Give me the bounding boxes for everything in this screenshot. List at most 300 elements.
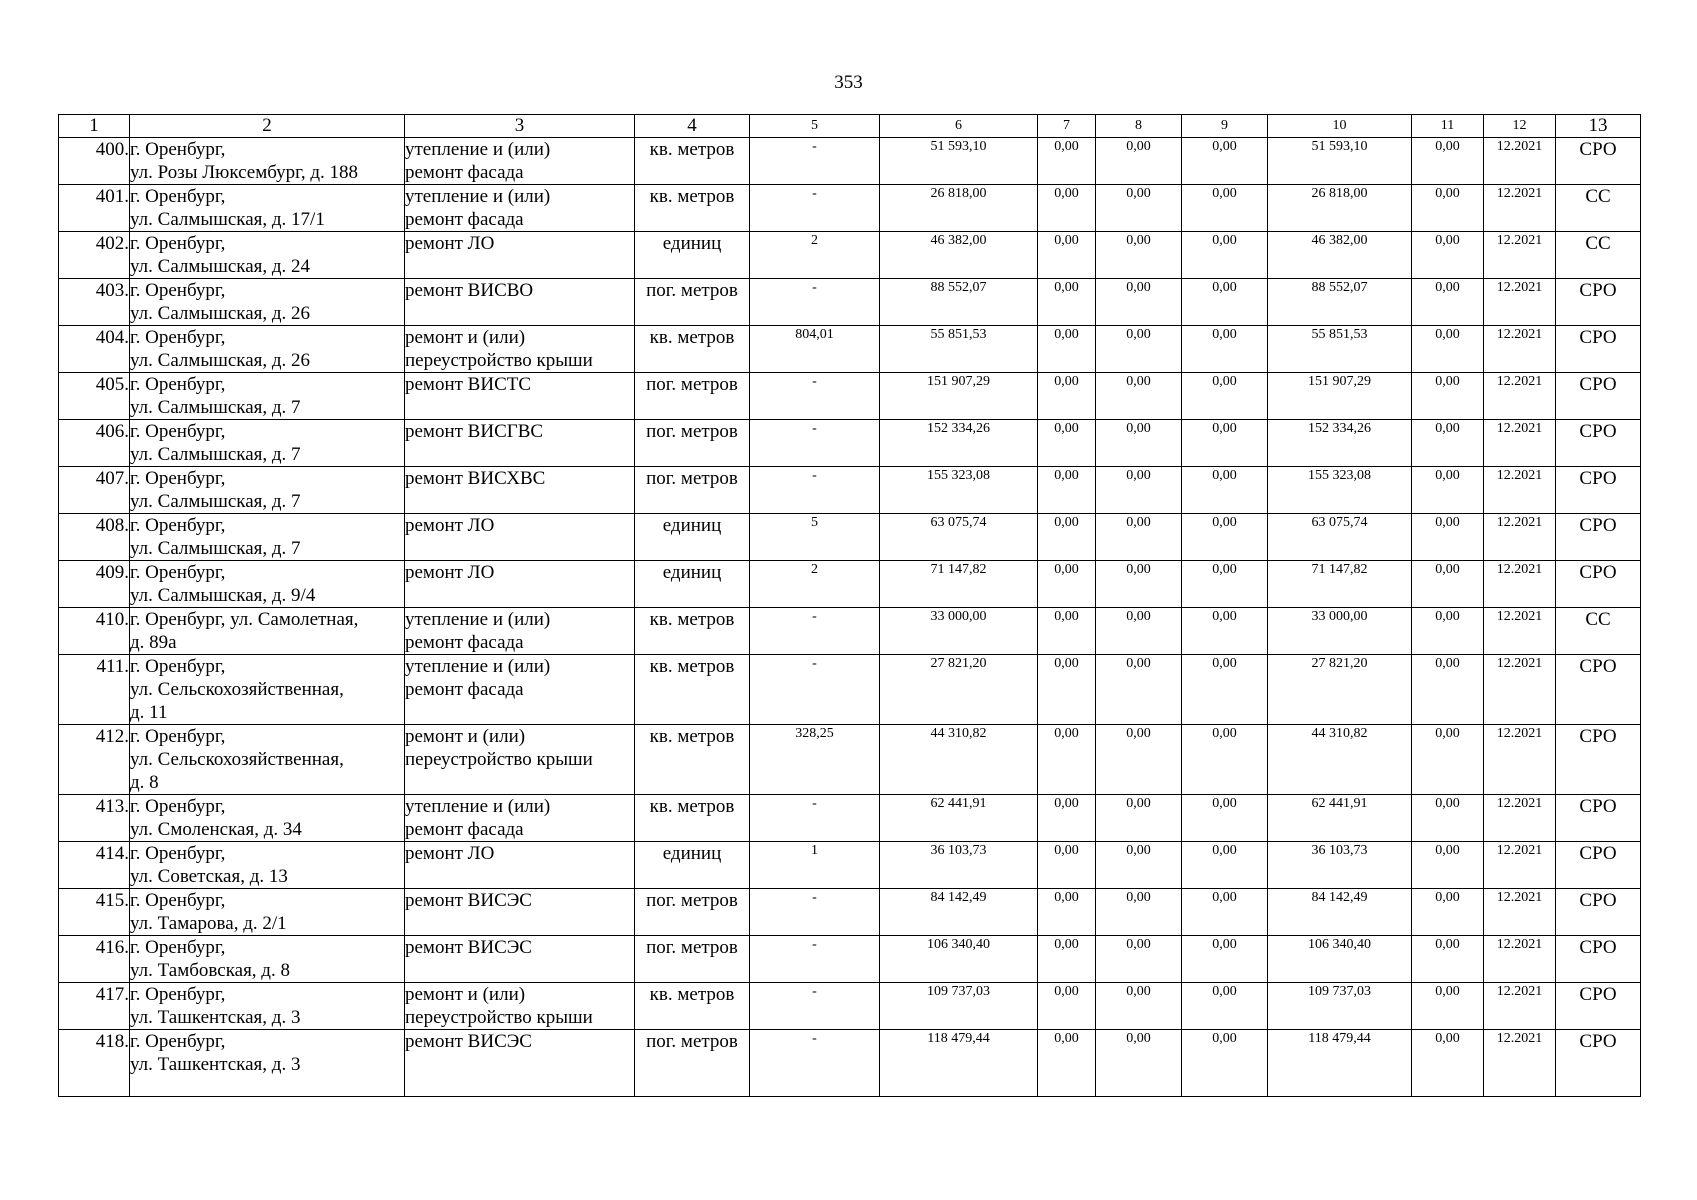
address-line: г. Оренбург,: [130, 1031, 226, 1052]
value-cell-7: 0,00: [1038, 608, 1096, 655]
deadline-cell: 12.2021: [1484, 420, 1556, 467]
value-cell-9: 0,00: [1182, 279, 1268, 326]
value-cell-11: 0,00: [1412, 655, 1484, 725]
deadline-cell: 12.2021: [1484, 655, 1556, 725]
account-type-cell: СРО: [1556, 514, 1641, 561]
quantity-cell: -: [750, 467, 880, 514]
value-cell-8: 0,00: [1096, 420, 1182, 467]
register-body: [59, 138, 1641, 1097]
quantity-cell: -: [750, 420, 880, 467]
row-number: 402.: [59, 232, 130, 279]
account-type-cell: СРО: [1556, 655, 1641, 725]
row-number: 412.: [59, 725, 130, 795]
column-header: 11: [1412, 115, 1484, 138]
quantity-cell: -: [750, 795, 880, 842]
total-cost-cell: 71 147,82: [880, 561, 1038, 608]
quantity-cell: -: [750, 138, 880, 185]
work-type-line: ремонт ВИСЭС: [405, 890, 532, 911]
row-number: 408.: [59, 514, 130, 561]
value-cell-9: 0,00: [1182, 373, 1268, 420]
row-number: 406.: [59, 420, 130, 467]
address-cell: [130, 326, 405, 373]
total-cost-cell: 106 340,40: [880, 936, 1038, 983]
work-type-line: переустройство крыши: [405, 350, 593, 371]
address-cell: [130, 936, 405, 983]
unit-cell: кв. метров: [635, 138, 750, 185]
value-cell-7: 0,00: [1038, 467, 1096, 514]
deadline-cell: 12.2021: [1484, 185, 1556, 232]
account-type-cell: СС: [1556, 608, 1641, 655]
unit-cell: кв. метров: [635, 655, 750, 725]
value-cell-10: 152 334,26: [1268, 420, 1412, 467]
address-line: г. Оренбург,: [130, 726, 226, 747]
value-cell-11: 0,00: [1412, 725, 1484, 795]
address-line: г. Оренбург,: [130, 233, 226, 254]
table-row: [59, 936, 1641, 983]
account-type-cell: СРО: [1556, 1030, 1641, 1097]
table-row: [59, 608, 1641, 655]
table-row: [59, 420, 1641, 467]
value-cell-10: 155 323,08: [1268, 467, 1412, 514]
value-cell-10: 118 479,44: [1268, 1030, 1412, 1097]
value-cell-8: 0,00: [1096, 1030, 1182, 1097]
value-cell-9: 0,00: [1182, 936, 1268, 983]
value-cell-8: 0,00: [1096, 842, 1182, 889]
account-type-cell: СРО: [1556, 842, 1641, 889]
table-row: [59, 795, 1641, 842]
work-type-cell: [405, 608, 635, 655]
unit-cell: пог. метров: [635, 373, 750, 420]
value-cell-8: 0,00: [1096, 467, 1182, 514]
value-cell-7: 0,00: [1038, 842, 1096, 889]
work-type-line: ремонт и (или): [405, 984, 526, 1005]
value-cell-8: 0,00: [1096, 326, 1182, 373]
value-cell-10: 71 147,82: [1268, 561, 1412, 608]
value-cell-11: 0,00: [1412, 561, 1484, 608]
total-cost-cell: 62 441,91: [880, 795, 1038, 842]
unit-cell: кв. метров: [635, 185, 750, 232]
value-cell-11: 0,00: [1412, 420, 1484, 467]
value-cell-9: 0,00: [1182, 842, 1268, 889]
table-row: [59, 185, 1641, 232]
row-number: 409.: [59, 561, 130, 608]
address-line: д. 11: [130, 702, 168, 723]
address-line: ул. Советская, д. 13: [130, 866, 288, 887]
unit-cell: пог. метров: [635, 467, 750, 514]
value-cell-8: 0,00: [1096, 936, 1182, 983]
quantity-cell: -: [750, 936, 880, 983]
account-type-cell: СРО: [1556, 889, 1641, 936]
deadline-cell: 12.2021: [1484, 936, 1556, 983]
total-cost-cell: 27 821,20: [880, 655, 1038, 725]
address-cell: [130, 279, 405, 326]
account-type-cell: СРО: [1556, 138, 1641, 185]
quantity-cell: -: [750, 655, 880, 725]
address-cell: [130, 373, 405, 420]
table-row: [59, 842, 1641, 889]
value-cell-7: 0,00: [1038, 420, 1096, 467]
work-type-cell: [405, 842, 635, 889]
work-type-line: ремонт и (или): [405, 327, 526, 348]
value-cell-9: 0,00: [1182, 725, 1268, 795]
quantity-cell: -: [750, 1030, 880, 1097]
address-cell: [130, 561, 405, 608]
work-type-line: ремонт ВИСГВС: [405, 421, 544, 442]
row-number: 413.: [59, 795, 130, 842]
value-cell-8: 0,00: [1096, 373, 1182, 420]
address-line: д. 89а: [130, 632, 177, 653]
work-type-cell: [405, 514, 635, 561]
total-cost-cell: 33 000,00: [880, 608, 1038, 655]
address-line: г. Оренбург,: [130, 937, 226, 958]
column-header: 9: [1182, 115, 1268, 138]
quantity-cell: 5: [750, 514, 880, 561]
column-header: 12: [1484, 115, 1556, 138]
total-cost-cell: 118 479,44: [880, 1030, 1038, 1097]
value-cell-8: 0,00: [1096, 138, 1182, 185]
address-line: ул. Салмышская, д. 7: [130, 397, 301, 418]
total-cost-cell: 55 851,53: [880, 326, 1038, 373]
address-line: ул. Салмышская, д. 9/4: [130, 585, 316, 606]
column-header: 2: [130, 115, 405, 138]
deadline-cell: 12.2021: [1484, 842, 1556, 889]
account-type-cell: СРО: [1556, 279, 1641, 326]
value-cell-8: 0,00: [1096, 514, 1182, 561]
deadline-cell: 12.2021: [1484, 279, 1556, 326]
account-type-cell: СРО: [1556, 983, 1641, 1030]
value-cell-8: 0,00: [1096, 232, 1182, 279]
work-type-cell: [405, 467, 635, 514]
address-line: г. Оренбург,: [130, 468, 226, 489]
address-line: г. Оренбург,: [130, 890, 226, 911]
value-cell-9: 0,00: [1182, 138, 1268, 185]
work-type-line: утепление и (или): [405, 656, 551, 677]
deadline-cell: 12.2021: [1484, 983, 1556, 1030]
value-cell-11: 0,00: [1412, 373, 1484, 420]
quantity-cell: 328,25: [750, 725, 880, 795]
value-cell-7: 0,00: [1038, 561, 1096, 608]
work-type-line: ремонт фасада: [405, 209, 524, 230]
total-cost-cell: 46 382,00: [880, 232, 1038, 279]
value-cell-11: 0,00: [1412, 232, 1484, 279]
address-line: г. Оренбург,: [130, 280, 226, 301]
value-cell-11: 0,00: [1412, 795, 1484, 842]
address-line: ул. Салмышская, д. 26: [130, 350, 311, 371]
total-cost-cell: 84 142,49: [880, 889, 1038, 936]
value-cell-7: 0,00: [1038, 725, 1096, 795]
column-header: 10: [1268, 115, 1412, 138]
unit-cell: кв. метров: [635, 795, 750, 842]
address-cell: [130, 138, 405, 185]
table-row: [59, 279, 1641, 326]
value-cell-7: 0,00: [1038, 373, 1096, 420]
work-type-line: ремонт ВИСЭС: [405, 1031, 532, 1052]
quantity-cell: -: [750, 889, 880, 936]
value-cell-11: 0,00: [1412, 842, 1484, 889]
account-type-cell: СРО: [1556, 467, 1641, 514]
value-cell-9: 0,00: [1182, 889, 1268, 936]
deadline-cell: 12.2021: [1484, 889, 1556, 936]
address-cell: [130, 725, 405, 795]
value-cell-7: 0,00: [1038, 185, 1096, 232]
work-type-line: переустройство крыши: [405, 749, 593, 770]
address-cell: [130, 232, 405, 279]
table-row: [59, 467, 1641, 514]
column-header: 6: [880, 115, 1038, 138]
work-type-cell: [405, 795, 635, 842]
column-header: 7: [1038, 115, 1096, 138]
unit-cell: кв. метров: [635, 983, 750, 1030]
work-type-line: утепление и (или): [405, 186, 551, 207]
total-cost-cell: 155 323,08: [880, 467, 1038, 514]
column-header: 13: [1556, 115, 1641, 138]
table-row: [59, 232, 1641, 279]
address-line: ул. Тамарова, д. 2/1: [130, 913, 287, 934]
address-line: г. Оренбург,: [130, 139, 226, 160]
address-line: г. Оренбург,: [130, 656, 226, 677]
account-type-cell: СРО: [1556, 373, 1641, 420]
value-cell-8: 0,00: [1096, 795, 1182, 842]
total-cost-cell: 88 552,07: [880, 279, 1038, 326]
unit-cell: единиц: [635, 561, 750, 608]
total-cost-cell: 36 103,73: [880, 842, 1038, 889]
unit-cell: единиц: [635, 232, 750, 279]
quantity-cell: -: [750, 373, 880, 420]
value-cell-7: 0,00: [1038, 795, 1096, 842]
quantity-cell: -: [750, 185, 880, 232]
address-line: ул. Салмышская, д. 7: [130, 491, 301, 512]
table-row: [59, 514, 1641, 561]
value-cell-9: 0,00: [1182, 1030, 1268, 1097]
value-cell-10: 55 851,53: [1268, 326, 1412, 373]
quantity-cell: 2: [750, 561, 880, 608]
quantity-cell: 804,01: [750, 326, 880, 373]
value-cell-9: 0,00: [1182, 561, 1268, 608]
row-number: 407.: [59, 467, 130, 514]
row-number: 417.: [59, 983, 130, 1030]
quantity-cell: 1: [750, 842, 880, 889]
value-cell-10: 84 142,49: [1268, 889, 1412, 936]
work-type-cell: [405, 232, 635, 279]
page-number: 353: [834, 72, 863, 93]
work-type-line: ремонт ЛО: [405, 233, 495, 254]
value-cell-7: 0,00: [1038, 936, 1096, 983]
total-cost-cell: 152 334,26: [880, 420, 1038, 467]
value-cell-8: 0,00: [1096, 561, 1182, 608]
address-cell: [130, 889, 405, 936]
value-cell-9: 0,00: [1182, 608, 1268, 655]
work-type-line: ремонт ВИСХВС: [405, 468, 546, 489]
value-cell-11: 0,00: [1412, 936, 1484, 983]
row-number: 416.: [59, 936, 130, 983]
address-line: ул. Смоленская, д. 34: [130, 819, 302, 840]
deadline-cell: 12.2021: [1484, 608, 1556, 655]
account-type-cell: СРО: [1556, 561, 1641, 608]
work-type-cell: [405, 725, 635, 795]
deadline-cell: 12.2021: [1484, 561, 1556, 608]
unit-cell: пог. метров: [635, 279, 750, 326]
account-type-cell: СРО: [1556, 326, 1641, 373]
work-type-cell: [405, 279, 635, 326]
total-cost-cell: 26 818,00: [880, 185, 1038, 232]
work-type-cell: [405, 138, 635, 185]
column-header: 3: [405, 115, 635, 138]
address-line: г. Оренбург,: [130, 186, 226, 207]
address-line: ул. Розы Люксембург, д. 188: [130, 162, 358, 183]
row-number: 414.: [59, 842, 130, 889]
table-row: [59, 1030, 1641, 1097]
work-type-line: ремонт ВИСТС: [405, 374, 532, 395]
deadline-cell: 12.2021: [1484, 373, 1556, 420]
address-cell: [130, 842, 405, 889]
value-cell-7: 0,00: [1038, 514, 1096, 561]
table-row: [59, 561, 1641, 608]
unit-cell: кв. метров: [635, 608, 750, 655]
row-number: 411.: [59, 655, 130, 725]
work-type-cell: [405, 185, 635, 232]
deadline-cell: 12.2021: [1484, 326, 1556, 373]
value-cell-8: 0,00: [1096, 725, 1182, 795]
value-cell-11: 0,00: [1412, 279, 1484, 326]
address-cell: [130, 983, 405, 1030]
value-cell-8: 0,00: [1096, 279, 1182, 326]
work-type-line: ремонт ЛО: [405, 515, 495, 536]
value-cell-10: 36 103,73: [1268, 842, 1412, 889]
value-cell-10: 27 821,20: [1268, 655, 1412, 725]
value-cell-8: 0,00: [1096, 185, 1182, 232]
work-type-cell: [405, 561, 635, 608]
value-cell-10: 51 593,10: [1268, 138, 1412, 185]
deadline-cell: 12.2021: [1484, 514, 1556, 561]
table-row: [59, 138, 1641, 185]
account-type-cell: СРО: [1556, 936, 1641, 983]
value-cell-9: 0,00: [1182, 655, 1268, 725]
value-cell-10: 33 000,00: [1268, 608, 1412, 655]
unit-cell: кв. метров: [635, 326, 750, 373]
table-row: [59, 725, 1641, 795]
quantity-cell: -: [750, 983, 880, 1030]
deadline-cell: 12.2021: [1484, 467, 1556, 514]
value-cell-11: 0,00: [1412, 889, 1484, 936]
address-line: г. Оренбург,: [130, 327, 226, 348]
address-line: ул. Салмышская, д. 17/1: [130, 209, 325, 230]
row-number: 405.: [59, 373, 130, 420]
address-cell: [130, 655, 405, 725]
value-cell-8: 0,00: [1096, 608, 1182, 655]
address-line: ул. Салмышская, д. 7: [130, 538, 301, 559]
address-line: г. Оренбург,: [130, 374, 226, 395]
row-number: 418.: [59, 1030, 130, 1097]
account-type-cell: СРО: [1556, 795, 1641, 842]
value-cell-11: 0,00: [1412, 983, 1484, 1030]
address-line: г. Оренбург,: [130, 562, 226, 583]
account-type-cell: СС: [1556, 232, 1641, 279]
address-line: ул. Ташкентская, д. 3: [130, 1054, 301, 1075]
value-cell-11: 0,00: [1412, 467, 1484, 514]
total-cost-cell: 109 737,03: [880, 983, 1038, 1030]
unit-cell: пог. метров: [635, 936, 750, 983]
deadline-cell: 12.2021: [1484, 1030, 1556, 1097]
value-cell-7: 0,00: [1038, 983, 1096, 1030]
column-header: 8: [1096, 115, 1182, 138]
total-cost-cell: 151 907,29: [880, 373, 1038, 420]
deadline-cell: 12.2021: [1484, 795, 1556, 842]
work-type-cell: [405, 889, 635, 936]
value-cell-10: 63 075,74: [1268, 514, 1412, 561]
value-cell-9: 0,00: [1182, 795, 1268, 842]
unit-cell: пог. метров: [635, 1030, 750, 1097]
table-row: [59, 373, 1641, 420]
value-cell-11: 0,00: [1412, 185, 1484, 232]
address-line: ул. Салмышская, д. 26: [130, 303, 311, 324]
work-type-line: ремонт ЛО: [405, 843, 495, 864]
unit-cell: пог. метров: [635, 889, 750, 936]
work-type-cell: [405, 326, 635, 373]
table-row: [59, 983, 1641, 1030]
column-header: 1: [59, 115, 130, 138]
value-cell-8: 0,00: [1096, 655, 1182, 725]
value-cell-9: 0,00: [1182, 326, 1268, 373]
value-cell-7: 0,00: [1038, 326, 1096, 373]
address-line: г. Оренбург,: [130, 843, 226, 864]
row-number: 400.: [59, 138, 130, 185]
value-cell-7: 0,00: [1038, 138, 1096, 185]
address-cell: [130, 467, 405, 514]
value-cell-9: 0,00: [1182, 467, 1268, 514]
address-line: ул. Ташкентская, д. 3: [130, 1007, 301, 1028]
value-cell-11: 0,00: [1412, 1030, 1484, 1097]
value-cell-10: 62 441,91: [1268, 795, 1412, 842]
unit-cell: кв. метров: [635, 725, 750, 795]
value-cell-7: 0,00: [1038, 889, 1096, 936]
work-type-cell: [405, 983, 635, 1030]
unit-cell: единиц: [635, 514, 750, 561]
address-cell: [130, 795, 405, 842]
work-type-line: ремонт ВИСВО: [405, 280, 534, 301]
work-type-line: ремонт фасада: [405, 162, 524, 183]
row-number: 415.: [59, 889, 130, 936]
value-cell-7: 0,00: [1038, 232, 1096, 279]
value-cell-9: 0,00: [1182, 983, 1268, 1030]
address-line: д. 8: [130, 772, 159, 793]
value-cell-10: 106 340,40: [1268, 936, 1412, 983]
value-cell-8: 0,00: [1096, 983, 1182, 1030]
value-cell-10: 44 310,82: [1268, 725, 1412, 795]
column-number-row: [59, 115, 1641, 138]
deadline-cell: 12.2021: [1484, 725, 1556, 795]
value-cell-10: 151 907,29: [1268, 373, 1412, 420]
deadline-cell: 12.2021: [1484, 232, 1556, 279]
table-row: [59, 326, 1641, 373]
value-cell-11: 0,00: [1412, 608, 1484, 655]
row-number: 410.: [59, 608, 130, 655]
value-cell-7: 0,00: [1038, 1030, 1096, 1097]
quantity-cell: 2: [750, 232, 880, 279]
address-line: г. Оренбург, ул. Самолетная,: [130, 609, 359, 630]
work-type-line: утепление и (или): [405, 796, 551, 817]
address-line: ул. Сельскохозяйственная,: [130, 749, 344, 770]
value-cell-11: 0,00: [1412, 138, 1484, 185]
address-cell: [130, 514, 405, 561]
table-row: [59, 655, 1641, 725]
account-type-cell: СРО: [1556, 420, 1641, 467]
address-line: г. Оренбург,: [130, 984, 226, 1005]
work-type-line: ремонт фасада: [405, 819, 524, 840]
total-cost-cell: 44 310,82: [880, 725, 1038, 795]
work-type-line: утепление и (или): [405, 609, 551, 630]
address-cell: [130, 1030, 405, 1097]
work-type-line: ремонт ВИСЭС: [405, 937, 532, 958]
